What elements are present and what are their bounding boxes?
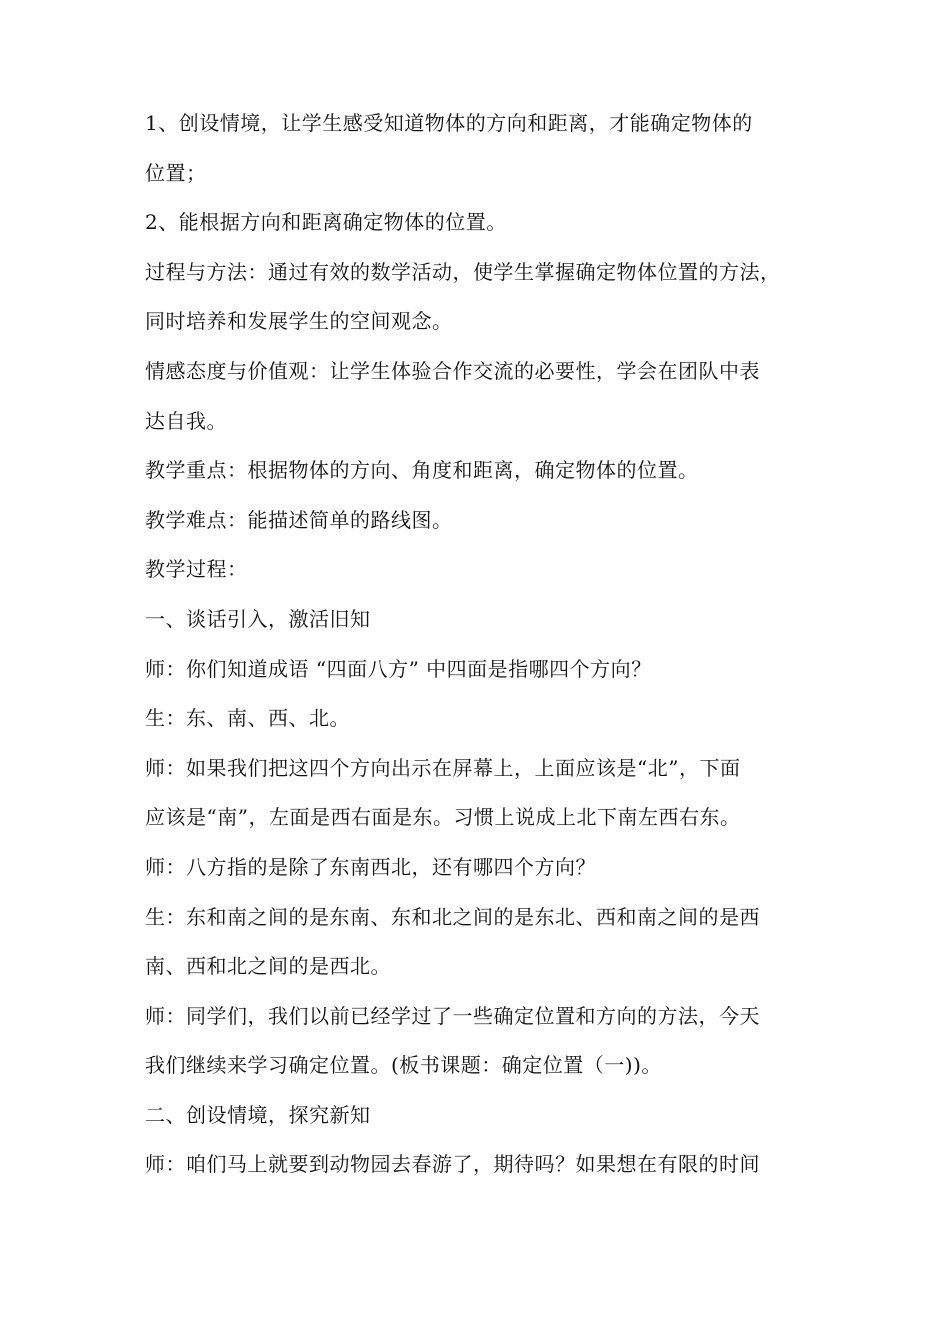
text-line: 师：八方指的是除了东南西北，还有哪四个方向？ [145,854,596,879]
text-line: 师：咱们马上就要到动物园去春游了，期待吗？如果想在有限的时间 [145,1152,760,1177]
text-line: 生：东和南之间的是东南、东和北之间的是东北、西和南之间的是西 [145,904,760,929]
text-line: 教学难点：能描述简单的路线图。 [145,507,453,532]
section-heading: 一、谈话引入，激活旧知 [145,606,371,631]
text-line: 情感态度与价值观：让学生体验合作交流的必要性，学会在团队中表 [145,358,760,383]
text-line: 应该是“南”，左面是西右面是东。习惯上说成上北下南左西右东。 [145,805,741,830]
text-line: 2、能根据方向和距离确定物体的位置。 [145,210,507,235]
document-page [145,99,815,1190]
text-line: 1、创设情境，让学生感受知道物体的方向和距离，才能确定物体的 [145,111,753,135]
text-line: 教学重点：根据物体的方向、角度和距离，确定物体的位置。 [145,458,699,483]
text-line: 师：你们知道成语 “四面八方” 中四面是指哪四个方向？ [145,656,652,681]
text-line: 过程与方法：通过有效的数学活动，使学生掌握确定物体位置的方法， [145,259,781,284]
text-line: 教学过程： [145,557,248,582]
text-line: 我们继续来学习确定位置。(板书课题：确定位置（一))。 [145,1053,662,1078]
text-line: 同时培养和发展学生的空间观念。 [145,309,453,334]
text-line: 南、西和北之间的是西北。 [145,954,391,979]
section-heading: 二、创设情境，探究新知 [145,1102,371,1127]
text-line: 位置； [145,160,207,185]
text-line: 师：同学们，我们以前已经学过了一些确定位置和方向的方法，今天 [145,1003,760,1028]
text-line: 达自我。 [145,408,227,433]
text-line: 师：如果我们把这四个方向出示在屏幕上，上面应该是“北”，下面 [145,755,741,780]
text-line: 生：东、南、西、北。 [145,706,350,731]
